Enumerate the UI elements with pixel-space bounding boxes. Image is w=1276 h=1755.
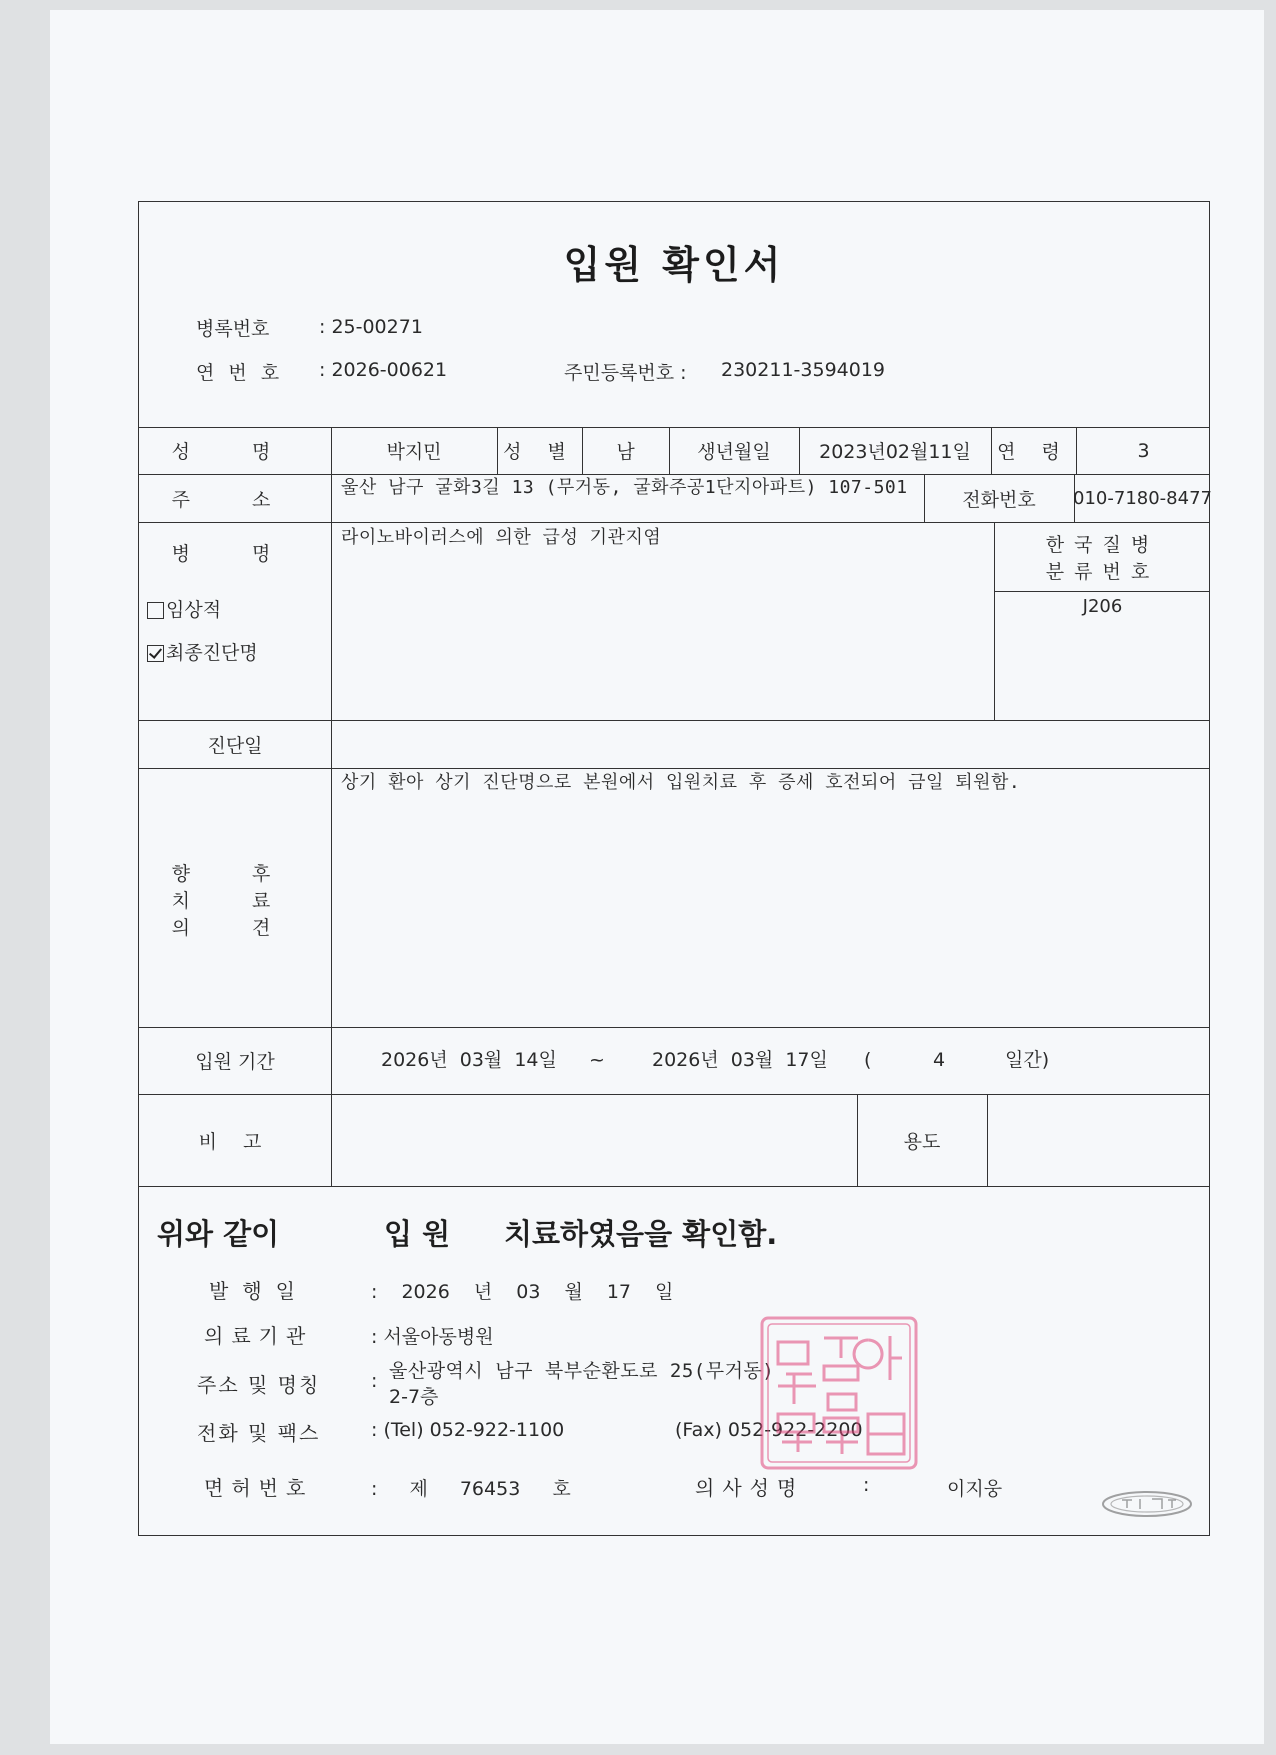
sex-value: 남	[616, 441, 635, 463]
serial-label: 연 번 호	[196, 362, 284, 384]
diagnosis-label: 병 명	[171, 542, 299, 565]
dob-value: 2023년02월11일	[819, 441, 971, 463]
phone-fax-label: 전화 및 팩스	[197, 1421, 321, 1445]
document-title: 입원 확인서	[563, 243, 785, 287]
sex-label: 성 별	[503, 441, 576, 463]
address-value: 울산 남구 굴화3길 13 (무거동, 굴화주공1단지아파트) 107-501	[341, 477, 908, 498]
phone-value: 010-7180-8477	[1073, 487, 1212, 509]
address-label: 주 소	[171, 488, 299, 511]
period-label: 입원 기간	[195, 1051, 275, 1073]
remarks-label: 비 고	[198, 1130, 272, 1153]
final-diagnosis-label: 최종진단명	[166, 642, 258, 664]
license-value: : 제 76453 호	[371, 1478, 571, 1500]
certificate-form	[138, 201, 1210, 1536]
rule	[139, 522, 1209, 523]
dob-label: 생년월일	[697, 441, 771, 463]
period-end: 2026년 03월 17일	[652, 1049, 828, 1071]
period-days-suffix: 일간)	[1005, 1049, 1050, 1071]
period-days: 4	[933, 1049, 946, 1071]
kcd-label-line1: 한국질병	[1045, 533, 1160, 556]
doctor-name: 이지웅	[947, 1478, 1003, 1500]
hospital-seal-stamp	[758, 1314, 920, 1472]
period-open-paren: (	[864, 1049, 872, 1071]
rule	[331, 427, 332, 1186]
issue-date-label: 발행일	[209, 1279, 309, 1303]
phone-label: 전화번호	[962, 488, 1036, 511]
final-diagnosis-checkbox[interactable]	[147, 645, 164, 662]
institution-address-label: 주소 및 명칭	[197, 1373, 321, 1397]
tel-value: : (Tel) 052-922-1100	[371, 1419, 565, 1441]
confirm-part3: 치료하였음을 확인함.	[504, 1217, 778, 1251]
institution-value: : 서울아동병원	[371, 1326, 494, 1348]
serial-value: : 2026-00621	[319, 359, 448, 381]
confirm-part2: 입 원	[384, 1217, 451, 1251]
institution-label: 의료기관	[204, 1324, 314, 1348]
period-start: 2026년 03월 14일	[381, 1049, 557, 1071]
clinical-checkbox[interactable]	[147, 602, 164, 619]
confirm-part1: 위와 같이	[157, 1217, 280, 1251]
final-option[interactable]	[147, 642, 258, 664]
name-value: 박지민	[386, 441, 442, 463]
doctor-label: 의사성명	[695, 1476, 805, 1500]
remarks-value	[331, 1094, 857, 1186]
institution-address-line2: 2-7층	[389, 1386, 439, 1408]
period-tilde: ~	[589, 1049, 605, 1071]
fax-value: (Fax) 052-922-2200	[675, 1419, 863, 1441]
name-label: 성 명	[171, 441, 299, 463]
chart-no-value: : 25-00271	[319, 316, 423, 338]
license-label: 면허번호	[204, 1476, 314, 1500]
opinion-label-line2: 치 료	[171, 889, 299, 912]
diagnosis-date-value	[331, 720, 1211, 768]
issue-date-value: : 2026 년 03 월 17 일	[371, 1281, 674, 1303]
rule	[139, 768, 1209, 769]
opinion-label-line1: 향 후	[171, 862, 299, 885]
age-label: 연 령	[997, 441, 1070, 463]
doctor-colon: :	[863, 1474, 870, 1496]
institution-address-colon: :	[371, 1370, 378, 1392]
diagnosis-date-label: 진단일	[207, 734, 263, 757]
age-value: 3	[1137, 439, 1150, 462]
clinical-label: 임상적	[166, 599, 222, 621]
doctor-seal	[1100, 1490, 1194, 1518]
rrn-label: 주민등록번호 :	[564, 362, 687, 384]
clinical-option[interactable]	[147, 599, 221, 621]
rule	[139, 1186, 1209, 1187]
opinion-label-line3: 의 견	[171, 916, 299, 939]
opinion-value: 상기 환아 상기 진단명으로 본원에서 입원치료 후 증세 호전되어 금일 퇴원함.	[341, 772, 1021, 793]
usage-label: 용도	[903, 1130, 941, 1153]
diagnosis-value: 라이노바이러스에 의한 급성 기관지염	[341, 527, 662, 548]
usage-value	[987, 1094, 1211, 1186]
kcd-label-line2: 분류번호	[1045, 560, 1160, 583]
institution-address-line1: 울산광역시 남구 북부순환도로 25(무거동)	[389, 1360, 775, 1382]
kcd-value: J206	[1082, 595, 1123, 617]
chart-no-label: 병록번호	[196, 318, 270, 340]
rrn-value: 230211-3594019	[721, 359, 886, 381]
